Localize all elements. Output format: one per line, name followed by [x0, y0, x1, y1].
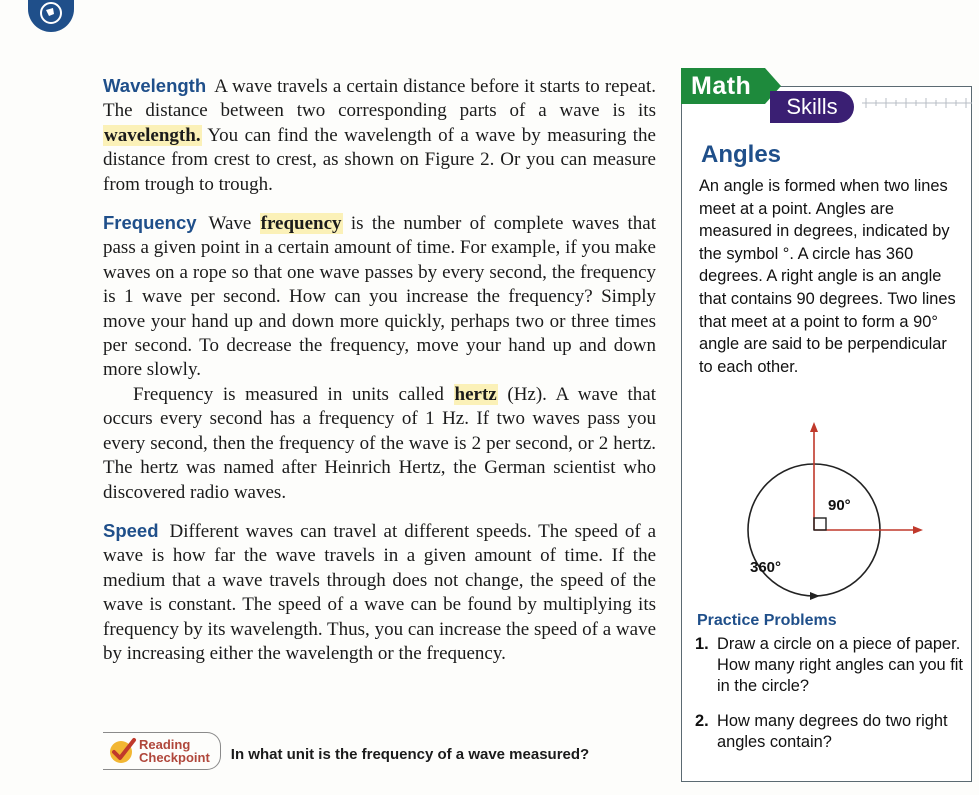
circle-arrowhead: [810, 592, 820, 600]
problem-number: 1.: [695, 635, 709, 653]
right-angle-marker: [814, 518, 826, 530]
speed-paragraph: [103, 519, 656, 666]
hertz-paragraph: [103, 383, 656, 505]
ruler-decoration: [862, 96, 972, 110]
hertz-text-a: Frequency is measured in units called: [133, 383, 444, 405]
reading-checkpoint-badge: [103, 732, 221, 770]
angle-diagram: [738, 420, 938, 600]
reading-label: Reading: [139, 737, 191, 752]
label-90: 90°: [828, 497, 851, 514]
vertical-arrowhead: [810, 422, 818, 432]
math-banner: Math: [681, 68, 765, 104]
wavelength-term: wavelength.: [104, 124, 201, 146]
skills-banner: Skills: [770, 91, 854, 123]
wavelength-paragraph: [103, 74, 656, 197]
checkpoint-question: In what unit is the frequency of a wave measured?: [230, 745, 590, 763]
frequency-heading: Frequency: [103, 212, 197, 234]
globe-icon: [38, 0, 64, 26]
checkpoint-label: Checkpoint: [139, 750, 210, 765]
frequency-text-b: is the number of complete waves that pass a given point in a certain amount of time. For example, if you make waves on a rope so that one wave passes by every second, the frequency is 1 wave per second. How can you increase the frequency? Simply move your hand up and down more quickly, perhaps two or three times per second. To decrease the frequency, move your hand up and down more slowly.: [103, 213, 657, 381]
wavelength-text-a: A wave travels a certain distance before it starts to repeat. The distance between two corresponding parts of a wave is its: [103, 76, 656, 122]
frequency-text-a: Wave: [208, 213, 252, 235]
problem-item: [695, 634, 965, 697]
frequency-paragraph: [103, 211, 656, 383]
main-text: [103, 74, 656, 666]
problem-number: 2.: [695, 712, 709, 730]
problem-item: [695, 711, 965, 753]
hertz-term: hertz: [454, 383, 497, 405]
problem-text: Draw a circle on a piece of paper. How many right angles can you fit in the circle?: [717, 635, 963, 695]
speed-text: Different waves can travel at different speeds. The speed of a wave is how far the wave travels in a given amount of time. If the medium that a wave travels through does not change, the speed of the wave is constant. The speed of a wave can be found by multiplying its frequency by its wavelength. Thus, you can increase the speed of a wave by increasing either the wavelength or the frequency.: [103, 520, 657, 664]
practice-problems-list: [695, 634, 965, 753]
sidebar-title: Angles: [701, 141, 782, 168]
hertz-text-b: (Hz). A wave that occurs every second has a frequency of 1 Hz. If two waves pass you every second, then the frequency of the wave is 2 per second, or 2 hertz. The hertz was named after Heinrich Hertz, the German scientist who discovered radio waves.: [103, 383, 657, 503]
wavelength-text-b: You can find the wavelength of a wave by measuring the distance from crest to crest, as shown on Figure 2. Or you can measure from trough to trough.: [103, 124, 656, 195]
reading-checkpoint: [103, 731, 663, 771]
problem-text: How many degrees do two right angles contain?: [717, 712, 948, 751]
frequency-term: frequency: [260, 213, 342, 235]
horizontal-arrowhead: [913, 526, 923, 534]
sidebar-body: An angle is formed when two lines meet at a point. Angles are measured in degrees, indicated by the symbol °. A circle has 360 degrees. A right angle is an angle that contains 90 degrees. Two lines that meet at a point to form a 90° angle are said to be perpendicular to each other.: [699, 177, 956, 376]
practice-problems-title: Practice Problems: [697, 612, 837, 629]
label-360: 360°: [750, 559, 782, 576]
go-online-icon: [28, 0, 74, 32]
wavelength-heading: Wavelength: [103, 75, 207, 96]
checkmark-icon: [107, 736, 137, 766]
speed-heading: Speed: [103, 519, 159, 541]
